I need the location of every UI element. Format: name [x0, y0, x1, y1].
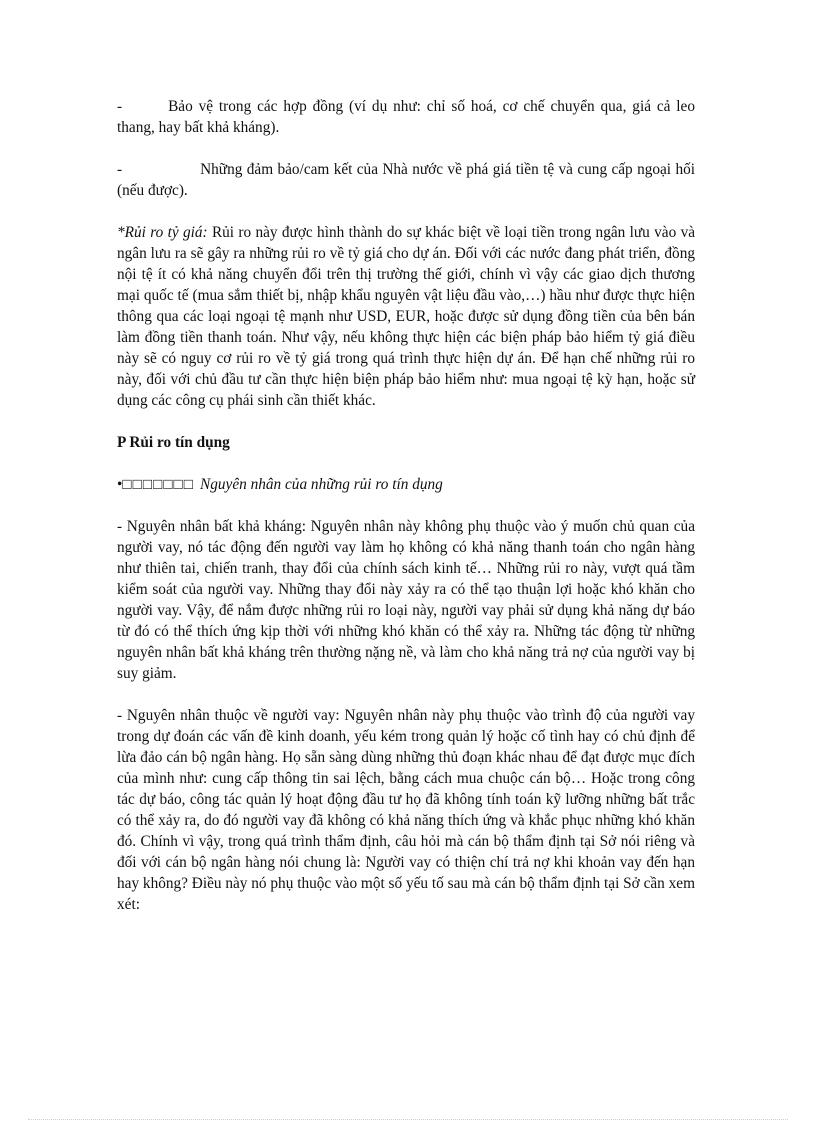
- credit-risk-heading: P Rủi ro tín dụng: [117, 434, 230, 451]
- force-majeure-paragraph: - Nguyên nhân bất khả kháng: Nguyên nhân này không phụ thuộc vào ý muốn chủ quan của người vay, nó tác động đến người vay làm họ không có khả năng thanh toán cho ngân hàng như thiên tai, chiến tranh, thay đổi của chính sách kinh tế… Những rủi ro này, vượt quá tầm kiểm soát của người vay. Những thay đổi này xảy ra có thể tạo thuận lợi hoặc khó khăn cho người vay. Vậy, để nắm được những rủi ro loại này, người vay phải sử dụng khả năng dự báo từ đó có thể thích ứng kịp thời với những khó khăn có thể xảy ra. Những tác động từ những nguyên nhân bất khả kháng trên thường nặng nề, và làm cho khả năng trả nợ của người vay bị suy giảm.: [117, 518, 695, 682]
- contract-protection-paragraph: [117, 96, 695, 138]
- document-page: [117, 96, 695, 936]
- page-bottom-rule: [28, 1119, 788, 1120]
- exchange-rate-risk-text: Rủi ro này được hình thành do sự khác biệt về loại tiền trong ngân lưu vào và ngân lưu ra sẽ gây ra những rủi ro về tỷ giá cho dự án. Đối với các nước đang phát triển, đồng nội tệ ít có khả năng chuyển đổi trên thị trường thế giới, chính vì vậy các giao dịch thương mại quốc tế (mua sắm thiết bị, nhập khẩu nguyên vật liệu đầu vào,…) hầu như được thực hiện thông qua các loại ngoại tệ mạnh như USD, EUR, hoặc được sử dụng đồng tiền của bên bán làm đồng tiền thanh toán. Như vậy, nếu không thực hiện các biện pháp bảo hiểm tỷ giá điều này sẽ có nguy cơ rủi ro về tỷ giá trong quá trình thực hiện dự án. Để hạn chế những rủi ro này, đối với chủ đầu tư cần thực hiện biện pháp bảo hiểm như: mua ngoại tệ kỳ hạn, hoặc sử dụng các công cụ phái sinh cần thiết khác.: [117, 224, 696, 409]
- bullet-marker: •: [117, 476, 123, 493]
- state-guarantee-paragraph: [117, 159, 695, 201]
- credit-risk-causes-bullet: [117, 474, 695, 495]
- list-dash: -: [117, 98, 123, 115]
- exchange-rate-risk-lead: *Rủi ro tỷ giá:: [117, 224, 208, 241]
- exchange-rate-risk-paragraph: [117, 222, 695, 411]
- borrower-cause-paragraph: - Nguyên nhân thuộc về người vay: Nguyên nhân này phụ thuộc vào trình độ của người vay trong dự đoán các vấn đề kinh doanh, yếu kém trong quản lý hoặc cố tình hay có chủ định để lừa đảo cán bộ ngân hàng. Họ sẵn sàng dùng những thủ đoạn khác nhau để đạt được mục đích của mình như: cung cấp thông tin sai lệch, bằng cách mua chuộc cán bộ… Hoặc trong công tác dự báo, công tác quản lý hoạt động đầu tư họ đã không tính toán kỹ lưỡng những bất trắc có thể xảy ra, do đó người vay đã không có khả năng thích ứng và khắc phục những khó khăn đó. Chính vì vậy, trong quá trình thẩm định, câu hỏi mà cán bộ thẩm định tại Sở nói riêng và đối với cán bộ ngân hàng nói chung là: Người vay có thiện chí trả nợ khi khoản vay đến hạn hay không? Điều này nó phụ thuộc vào một số yếu tố sau mà cán bộ thẩm định tại Sở cần xem xét:: [117, 707, 695, 913]
- bullet-text: Nguyên nhân của những rủi ro tín dụng: [200, 476, 443, 493]
- contract-protection-text: Bảo vệ trong các hợp đồng (ví dụ như: chỉ số hoá, cơ chế chuyển qua, giá cả leo thang, hay bất khả kháng).: [117, 98, 695, 136]
- list-dash: -: [117, 161, 123, 178]
- state-guarantee-text: Những đảm bảo/cam kết của Nhà nước về phá giá tiền tệ và cung cấp ngoại hối (nếu được).: [117, 161, 695, 199]
- placeholder-boxes: □□□□□□□: [122, 476, 195, 493]
